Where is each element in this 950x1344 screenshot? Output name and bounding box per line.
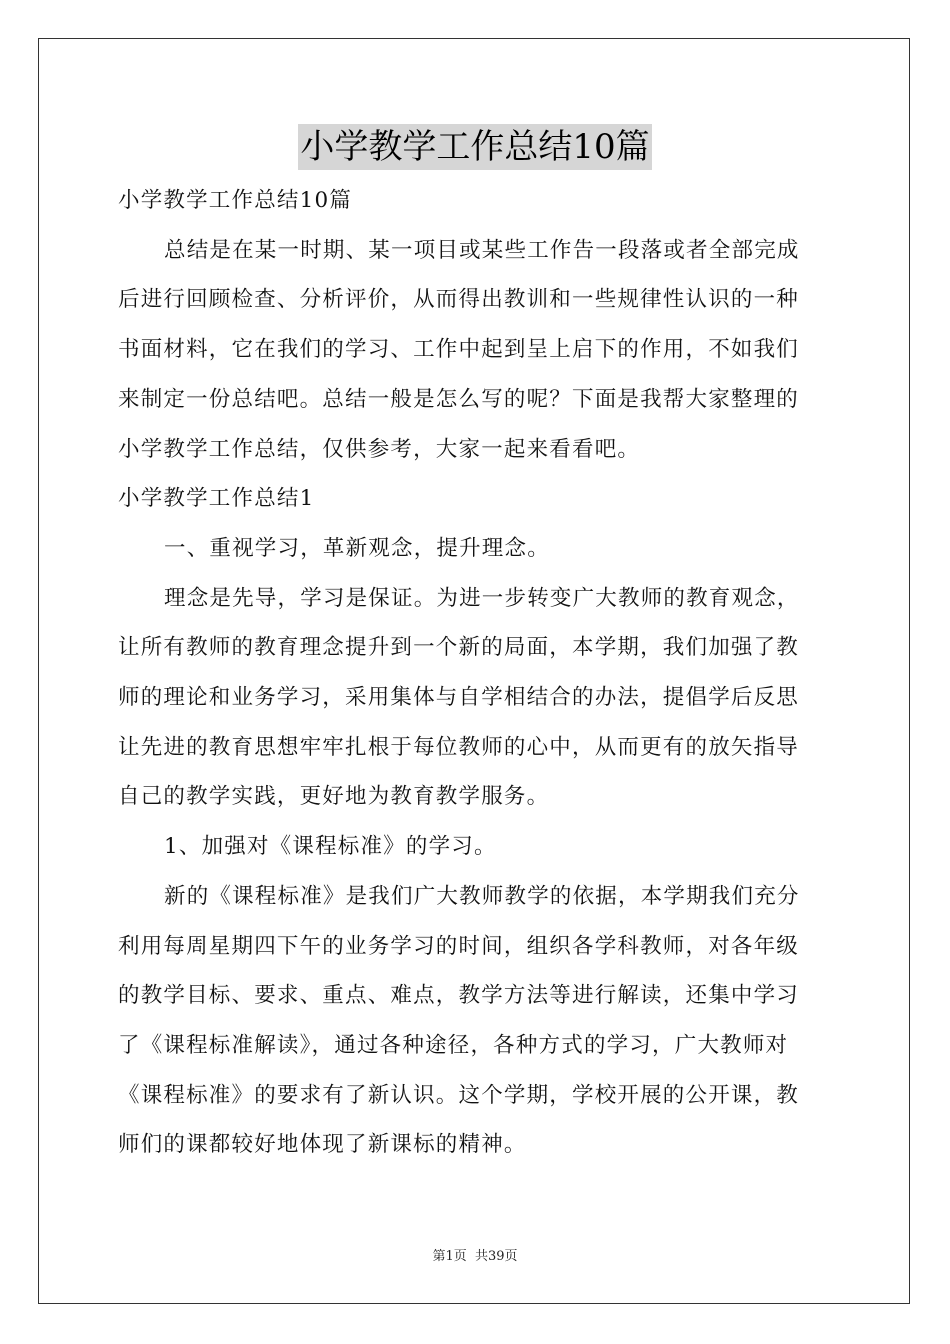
text-line: 利用每周星期四下午的业务学习的时间，组织各学科教师，对各年级 xyxy=(118,933,800,959)
title-container xyxy=(0,124,950,170)
text-line: 让所有教师的教育理念提升到一个新的局面，本学期，我们加强了教 xyxy=(118,635,800,661)
list-item-heading xyxy=(118,822,834,872)
subtitle-line xyxy=(118,176,834,226)
text-line: 了《课程标准解读》，通过各种途径，各种方式的学习，广大教师对 xyxy=(118,1032,789,1058)
document-body xyxy=(118,176,834,1170)
body-paragraph xyxy=(118,574,834,823)
text-line: 1、加强对《课程标准》的学习。 xyxy=(164,834,497,860)
text-line: 自己的教学实践，更好地为教育教学服务。 xyxy=(118,784,550,810)
page-footer xyxy=(0,1248,950,1266)
text-line: 师们的课都较好地体现了新课标的精神。 xyxy=(118,1132,527,1158)
text-line: 一、重视学习，革新观念，提升理念。 xyxy=(164,535,550,561)
section-heading xyxy=(118,474,834,524)
text-line: 理念是先导，学习是保证。为进一步转变广大教师的教育观念， xyxy=(164,585,800,611)
page-total: 共39页 xyxy=(474,1249,518,1264)
text-line: 师的理论和业务学习，采用集体与自学相结合的办法，提倡学后反思 xyxy=(118,685,800,711)
text-line: 的教学目标、要求、重点、难点，教学方法等进行解读，还集中学习 xyxy=(118,983,800,1009)
text-line: 总结是在某一时期、某一项目或某些工作告一段落或者全部完成 xyxy=(164,237,800,263)
text-line: 来制定一份总结吧。总结一般是怎么写的呢？下面是我帮大家整理的 xyxy=(118,386,800,412)
document-title: 小学教学工作总结10篇 xyxy=(298,124,651,170)
text-line: 小学教学工作总结10篇 xyxy=(118,188,353,213)
text-line: 小学教学工作总结，仅供参考，大家一起来看看吧。 xyxy=(118,436,641,462)
text-line: 让先进的教育思想牢牢扎根于每位教师的心中，从而更有的放矢指导 xyxy=(118,734,800,760)
page-number: 第1页 xyxy=(432,1249,467,1264)
intro-paragraph xyxy=(118,226,834,475)
text-line: 后进行回顾检查、分析评价，从而得出教训和一些规律性认识的一种 xyxy=(118,287,800,313)
text-line: 新的《课程标准》是我们广大教师教学的依据，本学期我们充分 xyxy=(164,883,800,909)
subheading-paragraph xyxy=(118,524,834,574)
body-paragraph xyxy=(118,872,834,1170)
text-line: 小学教学工作总结1 xyxy=(118,486,315,512)
text-line: 《课程标准》的要求有了新认识。这个学期，学校开展的公开课，教 xyxy=(118,1082,800,1108)
text-line: 书面材料，它在我们的学习、工作中起到呈上启下的作用，不如我们 xyxy=(118,337,800,363)
